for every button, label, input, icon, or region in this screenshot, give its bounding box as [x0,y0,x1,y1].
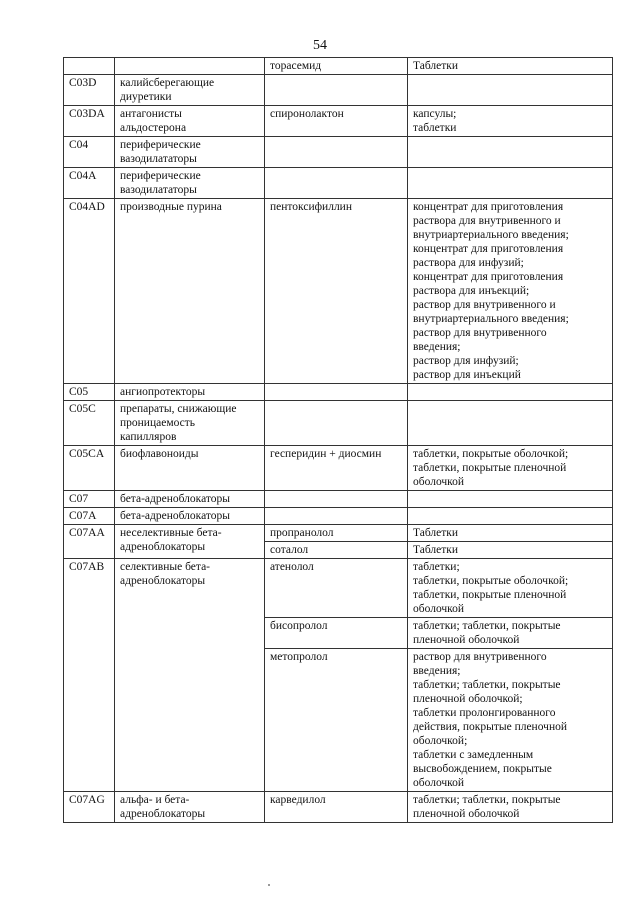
dosage-form-cell-line: таблетки; [413,561,460,573]
dosage-form-cell [408,401,613,446]
group-name-cell-line: биофлавоноиды [120,448,199,460]
drug-name-cell [265,137,408,168]
dosage-form-cell-line: раствор для внутривенного [413,327,547,339]
dosage-form-cell [408,542,613,559]
dosage-form-cell-line: действия, покрытые пленочной [413,721,568,733]
drug-name-cell [265,649,408,792]
drug-name-cell-line: гесперидин + диосмин [270,448,382,460]
dosage-form-cell-line: оболочкой; [413,735,468,747]
dosage-form-cell-line: оболочкой [413,476,465,488]
group-name-cell [115,508,265,525]
group-name-cell [115,384,265,401]
drug-name-cell [265,792,408,823]
table-row [64,559,613,618]
drug-name-cell [265,446,408,491]
dosage-form-cell-line: концентрат для приготовления [413,201,564,213]
atc-code-cell: C07AA [64,525,115,559]
dosage-form-cell [408,525,613,542]
dosage-form-cell-line: таблетки, покрытые пленочной [413,462,567,474]
drug-name-cell-line: метопролол [270,651,328,663]
table-row [64,491,613,508]
dosage-form-cell-line: таблетки, покрытые пленочной [413,589,567,601]
group-name-cell [115,199,265,384]
group-name-cell [115,168,265,199]
group-name-cell [115,106,265,137]
drug-name-cell-line: атенолол [270,561,314,573]
group-name-cell [115,58,265,75]
group-name-cell-line: периферические [120,170,201,182]
dosage-form-cell [408,137,613,168]
group-name-cell [115,446,265,491]
dosage-form-cell-line: оболочкой [413,777,465,789]
table-row [64,199,613,384]
atc-code-cell: C04AD [64,199,115,384]
drug-name-cell [265,508,408,525]
page-number: 54 [313,38,327,53]
group-name-cell-line: производные пурина [120,201,222,213]
drug-name-cell [265,618,408,649]
drug-name-cell-line: бисопролол [270,620,328,632]
group-name-cell-line: вазодилататоры [120,153,197,165]
dosage-form-cell-line: раствор для инъекций [413,369,521,381]
dosage-form-cell [408,446,613,491]
dosage-form-cell [408,58,613,75]
dosage-form-cell-line: таблетки пролонгированного [413,707,556,719]
table-row [64,384,613,401]
dosage-form-cell-line: раствора для инъекций; [413,285,530,297]
group-name-cell-line: адреноблокаторы [120,541,206,553]
dosage-form-cell-line: высвобождением, покрытые [413,763,552,775]
table-row [64,137,613,168]
group-name-cell-line: бета-адреноблокаторы [120,493,230,505]
atc-code-cell: C05 [64,384,115,401]
table-row [64,168,613,199]
drug-name-cell [265,168,408,199]
drug-name-cell [265,106,408,137]
dosage-form-cell-line: пленочной оболочкой [413,808,520,820]
group-name-cell [115,559,265,792]
dosage-form-cell-line: Таблетки [413,60,459,72]
drug-name-cell-line: соталол [270,544,309,556]
table-row [64,58,613,75]
dosage-form-cell [408,559,613,618]
atc-code-cell: C07AG [64,792,115,823]
drug-name-cell [265,75,408,106]
dosage-form-cell [408,618,613,649]
dosage-form-cell-line: раствора для внутривенного и [413,215,561,227]
dosage-form-cell-line: Таблетки [413,544,459,556]
drug-name-cell-line: торасемид [270,60,322,72]
dosage-form-cell [408,168,613,199]
dosage-form-cell [408,649,613,792]
group-name-cell [115,491,265,508]
group-name-cell-line: препараты, снижающие [120,403,237,415]
dosage-form-cell-line: раствор для инфузий; [413,355,519,367]
dosage-form-cell-line: таблетки; таблетки, покрытые [413,794,561,806]
drug-name-cell [265,384,408,401]
table-row [64,525,613,542]
dosage-form-cell-line: оболочкой [413,603,465,615]
dosage-form-cell-line: таблетки, покрытые оболочкой; [413,448,569,460]
drug-name-cell [265,58,408,75]
dosage-form-cell-line: таблетки с замедленным [413,749,534,761]
atc-code-cell: C04A [64,168,115,199]
dosage-form-cell [408,106,613,137]
dosage-form-cell [408,384,613,401]
table-row [64,75,613,106]
group-name-cell [115,137,265,168]
dosage-form-cell-line: капсулы; [413,108,457,120]
drug-name-cell [265,525,408,542]
drug-name-cell [265,491,408,508]
dosage-form-cell-line: раствор для внутривенного [413,651,547,663]
dosage-form-cell-line: введения; [413,341,461,353]
atc-code-cell: C04 [64,137,115,168]
table-row [64,401,613,446]
dosage-form-cell-line: пленочной оболочкой; [413,693,523,705]
group-name-cell-line: адреноблокаторы [120,808,206,820]
group-name-cell-line: неселективные бета- [120,527,222,539]
atc-code-cell: C07AB [64,559,115,792]
dosage-form-cell-line: Таблетки [413,527,459,539]
group-name-cell-line: проницаемость [120,417,196,429]
group-name-cell [115,75,265,106]
table-row [64,446,613,491]
group-name-cell [115,401,265,446]
group-name-cell-line: бета-адреноблокаторы [120,510,230,522]
dosage-form-cell-line: раствор для внутривенного и [413,299,556,311]
atc-code-cell: C05C [64,401,115,446]
group-name-cell-line: адреноблокаторы [120,575,206,587]
group-name-cell [115,792,265,823]
atc-code-cell: C07 [64,491,115,508]
atc-code-cell: C07A [64,508,115,525]
atc-code-cell [64,58,115,75]
group-name-cell-line: капилляров [120,431,177,443]
drug-name-cell [265,559,408,618]
atc-code-cell: C03D [64,75,115,106]
group-name-cell-line: вазодилататоры [120,184,197,196]
drug-name-cell-line: спиронолактон [270,108,344,120]
group-name-cell-line: альдостерона [120,122,187,134]
dosage-form-cell-line: таблетки; таблетки, покрытые [413,679,561,691]
drug-name-cell-line: карведилол [270,794,326,806]
scan-speck [268,884,270,886]
dosage-form-cell-line: внутриартериального введения; [413,229,569,241]
table-row [64,792,613,823]
drug-name-cell-line: пропранолол [270,527,334,539]
dosage-form-cell-line: введения; [413,665,461,677]
dosage-form-cell-line: раствора для инфузий; [413,257,524,269]
group-name-cell [115,525,265,559]
drug-name-cell-line: пентоксифиллин [270,201,352,213]
dosage-form-cell-line: внутриартериального введения; [413,313,569,325]
group-name-cell-line: ангиопротекторы [120,386,206,398]
atc-code-cell: C05CA [64,446,115,491]
drug-name-cell [265,199,408,384]
dosage-form-cell [408,75,613,106]
dosage-form-cell-line: пленочной оболочкой [413,634,520,646]
dosage-form-cell-line: таблетки; таблетки, покрытые [413,620,561,632]
group-name-cell-line: периферические [120,139,201,151]
dosage-form-cell [408,508,613,525]
group-name-cell-line: калийсберегающие [120,77,215,89]
drug-name-cell [265,401,408,446]
drug-name-cell [265,542,408,559]
dosage-form-cell-line: концентрат для приготовления [413,271,564,283]
atc-code-cell: C03DA [64,106,115,137]
table-row [64,106,613,137]
table-row [64,508,613,525]
dosage-form-cell-line: концентрат для приготовления [413,243,564,255]
group-name-cell-line: диуретики [120,91,172,103]
dosage-form-cell [408,792,613,823]
dosage-form-cell-line: таблетки, покрытые оболочкой; [413,575,569,587]
group-name-cell-line: альфа- и бета- [120,794,190,806]
group-name-cell-line: селективные бета- [120,561,211,573]
dosage-form-cell-line: таблетки [413,122,457,134]
group-name-cell-line: антагонисты [120,108,182,120]
dosage-form-cell [408,199,613,384]
drug-table [63,57,613,823]
dosage-form-cell [408,491,613,508]
